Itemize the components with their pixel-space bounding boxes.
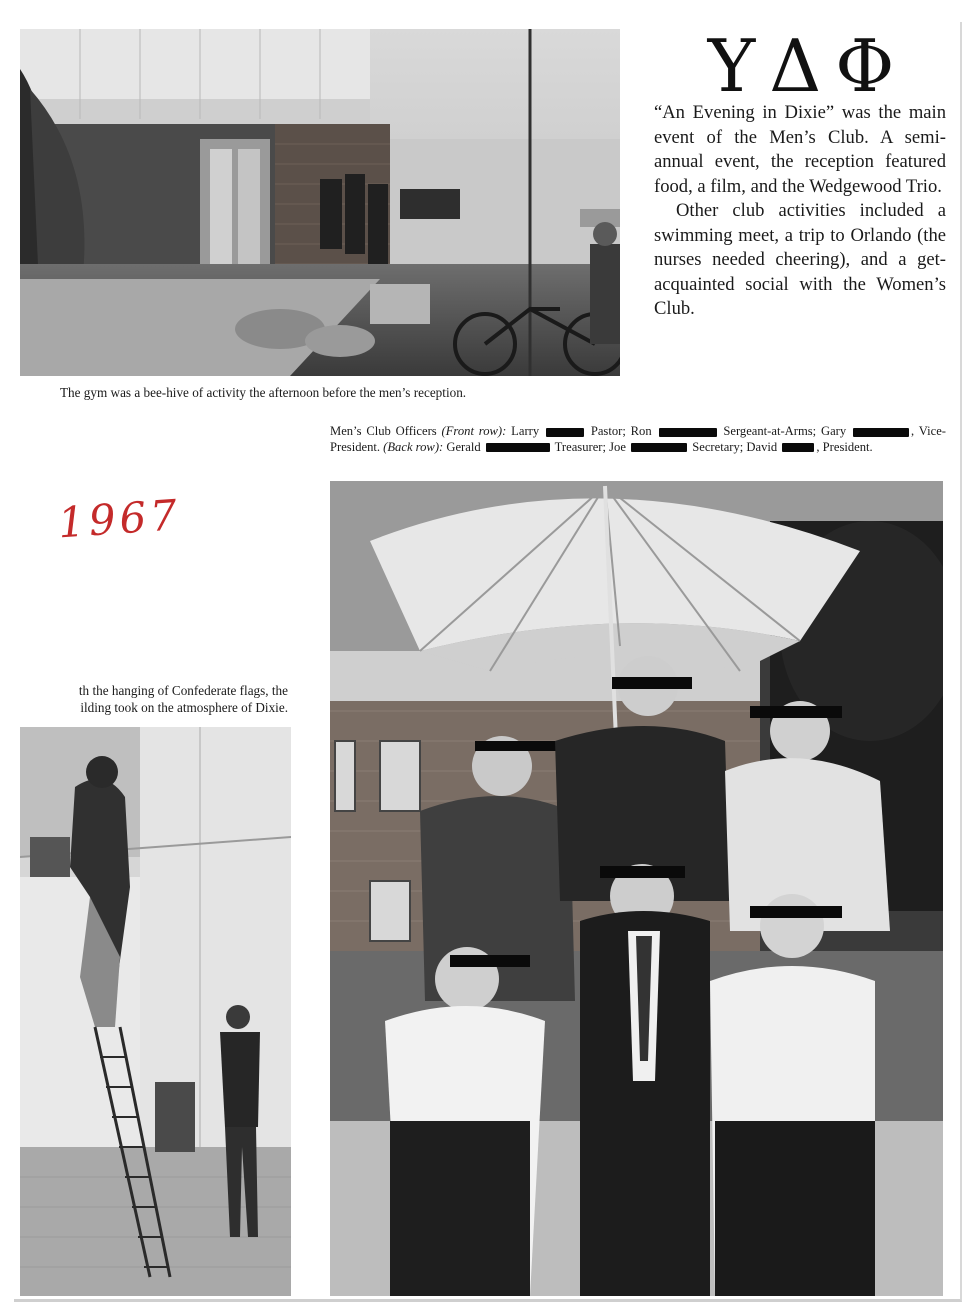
front-row-label: (Front row):: [441, 424, 507, 438]
redaction-bar: [546, 428, 584, 437]
caption-gerald: Gerald: [443, 439, 484, 454]
story-paragraph-1: “An Evening in Dixie” was the main event of the Men’s Club. A semi-annual event, the reception featured food, a film, and the Wedgewood Trio.: [654, 102, 946, 197]
story-text: [654, 101, 946, 322]
caption-vice: , Vice-President.: [330, 424, 946, 454]
flags-caption: [20, 683, 288, 716]
caption-pastor: Pastor; Ron: [585, 424, 657, 438]
officers-umbrella-photo: [330, 481, 943, 1296]
greek-letters-title: ΥΔΦ: [707, 24, 909, 108]
hanging-flags-photo: [20, 727, 291, 1296]
caption-larry: Larry: [506, 424, 544, 438]
handwritten-year: 1967: [56, 490, 183, 548]
caption-lead: Men’s Club Officers: [330, 424, 442, 438]
redaction-bar: [853, 428, 909, 437]
redaction-bar: [486, 443, 550, 452]
redaction-bar: [631, 443, 687, 452]
flags-caption-line-2: ilding took on the atmosphere of Dixie.: [80, 699, 288, 715]
officers-caption: [330, 424, 946, 455]
redaction-bar: [659, 428, 717, 437]
gym-exterior-photo: [20, 29, 620, 376]
caption-secretary: Secretary; David: [689, 439, 781, 454]
flags-caption-line-1: th the hanging of Confederate flags, the: [78, 683, 288, 698]
story-paragraph-2: Other club activities included a swimming meet, a trip to Orlando (the nurses needed cheering), and a get-acquainted social with the Women’s Club.: [654, 200, 946, 319]
redaction-bar: [782, 443, 814, 452]
gym-caption: The gym was a bee-hive of activity the afternoon before the men’s reception.: [60, 385, 467, 400]
back-row-label: (Back row):: [383, 439, 444, 454]
caption-sergeant: Sergeant-at-Arms; Gary: [718, 424, 852, 438]
caption-president: , President.: [816, 439, 873, 454]
caption-treasurer: Treasurer; Joe: [551, 439, 630, 454]
